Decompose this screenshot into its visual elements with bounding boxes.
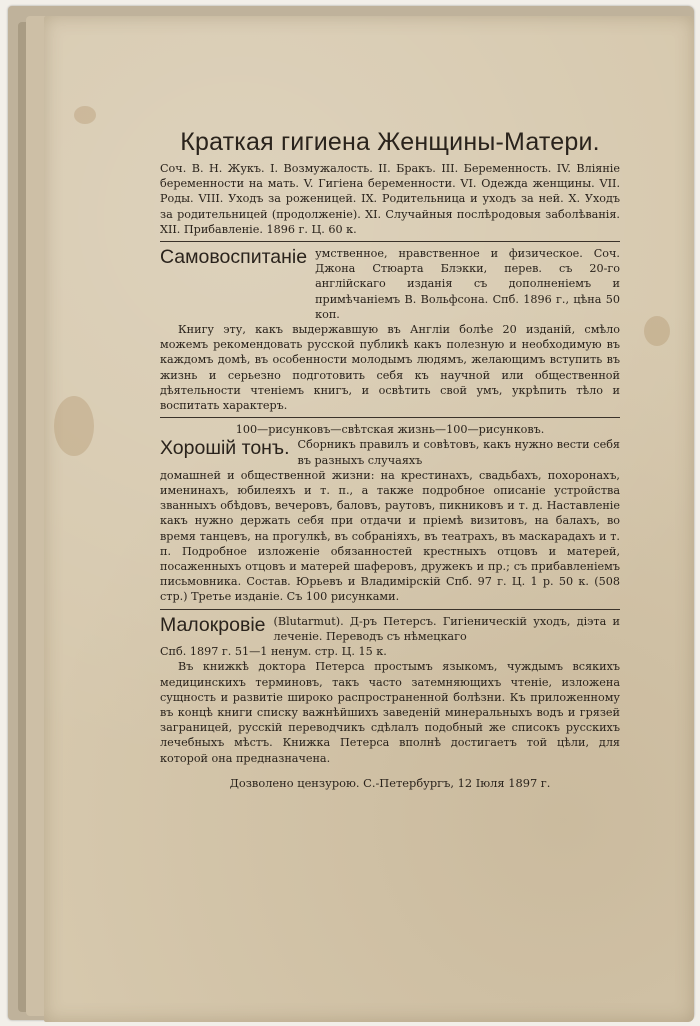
section-body: Въ книжкѣ доктора Петерса простымъ языкомъ, чуждымъ всякихъ медицинскихъ терминовъ, такъ часто затемняющихъ чтеніе, изложена сущность и развитіе широко распространенной болѣзни. Къ приложенному въ концѣ книги списку важнѣйшихъ заведеній минеральныхъ водъ и грязей заграницей, русскій переводчикъ сдѣлалъ подобный же списокъ русскихъ лечебныхъ мѣстъ. Книжка Петерса вполнѣ достигаетъ той цѣли, для которой она предназначена. [160, 660, 620, 765]
section-topline: 100—рисунковъ—свѣтская жизнь—100—рисунковъ. [235, 423, 545, 437]
section-subtitle: умственное, нравственное и физическое. Соч. Джона Стюарта Блэкки, перев. съ 20-го англійскаго изданія съ дополненіемъ и примѣчаніемъ В. Вольфсона. Спб. 1896 г., цѣна 50 коп. [315, 247, 620, 321]
advert-text [160, 128, 620, 790]
section-line: Спб. 1897 г. 51—1 ненум. стр. Ц. 15 к. [160, 645, 387, 659]
section-heading: Малокровіе [160, 613, 266, 636]
section-subtitle: (Blutarmut). Д-ръ Петерсъ. Гигіеническій уходъ, діэта и леченіе. Переводъ съ нѣмецкаго [273, 614, 620, 643]
book-intro: Соч. В. Н. Жукъ. I. Возмужалость. II. Бракъ. III. Беременность. IV. Вліяніе беременности на мать. V. Гигіена беременности. VI. Одежда женщины. VII. Роды. VIII. Уходъ за роженицей. IX. Родительница и уходъ за ней. X. Уходъ за родительницей (продолженіе). XI. Случайныя послѣродовыя заболѣванія. XII. Прибавленіе. 1896 г. Ц. 60 к. [160, 162, 620, 236]
section-subtitle: Сборникъ правилъ и совѣтовъ, какъ нужно вести себя въ разныхъ случаяхъ [297, 438, 620, 467]
section-samovospitanie [160, 241, 620, 413]
section-head-row [160, 246, 620, 322]
censorship-note: Дозволено цензурою. С.-Петербургъ, 12 Іюля 1897 г. [229, 775, 551, 790]
book-title: Краткая гигиена Женщины-Матери. [180, 128, 600, 156]
section-heading: Самовоспитаніе [160, 246, 308, 269]
section-head-row [160, 614, 620, 644]
stain [54, 396, 94, 456]
section-body: домашней и общественной жизни: на крестинахъ, свадьбахъ, похоронахъ, именинахъ, юбилеяхъ и т. п., а также подробное описаніе устройства званныхъ обѣдовъ, вечеровъ, баловъ, раутовъ, пикниковъ и т. д. Наставленіе какъ нужно держать себя при отдачи и пріемѣ визитовъ, на балахъ, во время танцевъ, на прогулкѣ, въ собраніяхъ, въ театрахъ, въ маскарадахъ и т. п. Подробное изложеніе обязанностей крестныхъ отцовъ и матерей, посаженныхъ отцовъ и матерей шаферовъ, дружекъ и пр.; съ прибавленіемъ письмовника. Состав. Юрьевъ и Владимірскій Спб. 97 г. Ц. 1 р. 50 к. (508 стр.) Третье изданіе. Съ 100 рисунками. [160, 468, 620, 604]
section-malokrovie [160, 609, 620, 766]
stain [74, 106, 96, 124]
section-khoroshiy-ton [160, 417, 620, 604]
stain [644, 316, 670, 346]
section-heading: Хорошій тонъ. [160, 437, 290, 460]
section-head-row [160, 437, 620, 467]
section-body: Книгу эту, какъ выдержавшую въ Англіи болѣе 20 изданій, смѣло можемъ рекомендовать русской публикѣ какъ полезную и необходимую въ каждомъ домѣ, въ особенности молодымъ людямъ, желающимъ вступить въ жизнь и серьезно подготовить себя къ научной или общественной дѣятельности чтеніемъ книгъ, и освѣтить свой умъ, укрѣпить тѣло и воспитать характеръ. [160, 323, 620, 413]
